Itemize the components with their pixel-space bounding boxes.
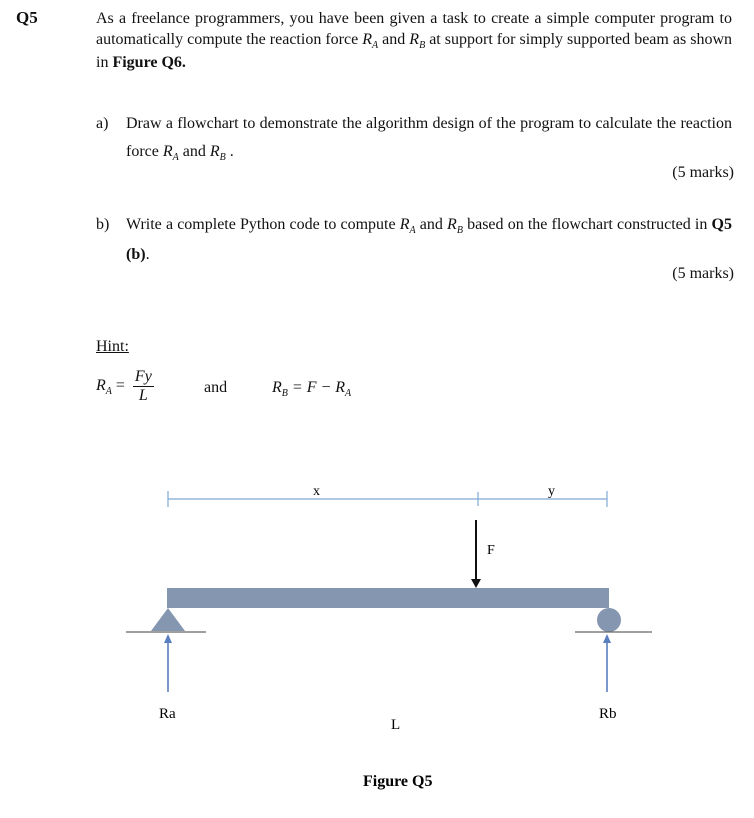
and-text: and xyxy=(378,31,410,48)
part-a-marks: (5 marks) xyxy=(672,164,734,181)
formula-and: and xyxy=(204,379,228,396)
beam xyxy=(167,588,609,608)
formula-rb-rhs: = F − R xyxy=(287,379,346,396)
formula-ra-lhs-sub: A xyxy=(105,386,112,398)
question-number: Q5 xyxy=(16,8,38,27)
part-a-label: a) xyxy=(96,115,109,132)
hint-title: Hint: xyxy=(96,338,129,355)
formula-rb-lhs: R xyxy=(272,379,282,396)
part-a-text xyxy=(126,110,732,168)
part-a-ra: R xyxy=(162,143,173,160)
formula-rb-lhs-sub: B xyxy=(281,388,288,399)
dimension-line xyxy=(168,491,607,507)
force-arrow-f xyxy=(471,520,481,588)
part-a xyxy=(96,110,736,168)
part-b-ref: Q5 (b) xyxy=(126,216,732,263)
formula-ra-denominator: L xyxy=(138,387,148,404)
reaction-arrow-rb xyxy=(603,634,611,692)
label-y: y xyxy=(548,484,555,499)
label-f: F xyxy=(487,543,495,558)
figure-caption: Figure Q5 xyxy=(363,773,433,790)
pin-support xyxy=(151,608,185,631)
formula-rb-rhs-sub: A xyxy=(345,388,352,399)
label-ra: Ra xyxy=(159,706,176,722)
figure-reference: Figure Q6. xyxy=(112,54,186,71)
part-a-end: . xyxy=(225,143,234,160)
reaction-arrow-ra xyxy=(164,634,172,692)
rb-subscript: B xyxy=(419,40,426,51)
part-b-end: . xyxy=(145,246,150,263)
part-b-ra-sub: A xyxy=(409,225,416,236)
formula-ra-lhs: R xyxy=(96,377,106,395)
ra-subscript: A xyxy=(372,40,379,51)
part-b-ra: R xyxy=(399,216,410,233)
formula-ra-equals: = xyxy=(111,377,125,395)
part-b-rb: R xyxy=(447,216,457,233)
part-b-text xyxy=(126,211,732,269)
part-a-text-1: Draw a flowchart to demonstrate the algorithm design of the program to calculate the reaction force xyxy=(126,115,732,160)
formula-ra xyxy=(96,368,154,405)
roller-support xyxy=(597,608,621,632)
formula-rb xyxy=(272,379,351,397)
part-b-rb-sub: B xyxy=(456,225,463,236)
beam-figure xyxy=(0,470,754,810)
part-a-ra-sub: A xyxy=(172,152,179,163)
question-intro xyxy=(96,8,732,73)
part-a-rb: R xyxy=(209,143,220,160)
part-b-and: and xyxy=(415,216,448,233)
intro-text-2: at support for simply supported beam as shown in xyxy=(96,31,732,71)
intro-text-1: As a freelance programmers, you have been given a task to create a simple computer program to automatically compute the reaction force xyxy=(96,10,732,48)
ra-symbol: R xyxy=(362,31,373,48)
part-b-text-1: Write a complete Python code to compute xyxy=(126,216,400,233)
label-x: x xyxy=(313,484,320,499)
part-a-and: and xyxy=(178,143,210,160)
formula-ra-fraction xyxy=(133,368,154,405)
part-b-text-2: based on the flowchart constructed in xyxy=(462,216,712,233)
label-rb: Rb xyxy=(599,706,617,722)
part-b-label: b) xyxy=(96,216,110,233)
part-b xyxy=(96,211,736,269)
part-a-rb-sub: B xyxy=(219,152,226,163)
label-l: L xyxy=(391,717,401,733)
rb-symbol: R xyxy=(409,31,420,48)
formula-ra-numerator: Fy xyxy=(134,368,152,385)
part-b-marks: (5 marks) xyxy=(672,265,734,282)
